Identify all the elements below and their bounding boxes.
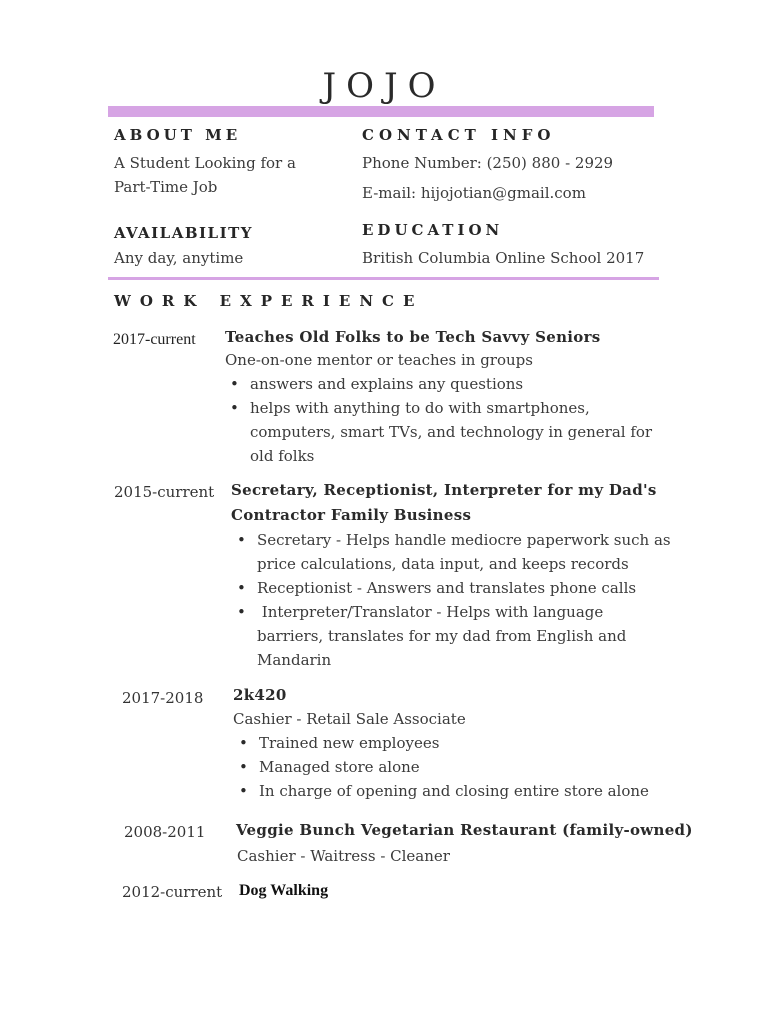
bullet-icon: • — [239, 782, 248, 800]
job-1-title: Teaches Old Folks to be Tech Savvy Seniors — [225, 328, 601, 346]
bullet-icon: • — [237, 579, 246, 597]
list-item — [225, 372, 695, 396]
bullet-icon: • — [239, 734, 248, 752]
contact-email: E-mail: hijojotian@gmail.com — [362, 184, 586, 202]
contact-phone: Phone Number: (250) 880 - 2929 — [362, 154, 614, 172]
contact-info-heading: CONTACT INFO — [362, 126, 556, 144]
job-3-title: 2k420 — [233, 686, 287, 704]
job-5-title: Dog Walking — [239, 882, 329, 899]
job-1-subtitle: One-on-one mentor or teaches in groups — [225, 351, 533, 369]
top-divider-bar — [108, 106, 654, 117]
education-heading: EDUCATION — [362, 221, 504, 239]
job-2-bullet-list — [232, 528, 702, 672]
job-2-title-line-2: Contractor Family Business — [231, 506, 472, 524]
job-2-years: 2015-current — [114, 483, 215, 501]
about-me-line-2: Part-Time Job — [114, 178, 218, 196]
job-3-bullet-list — [234, 731, 704, 803]
bullet-text-line: barriers, translates for my dad from English and — [257, 627, 627, 645]
bullet-icon: • — [237, 603, 246, 621]
education-text: British Columbia Online School 2017 — [362, 249, 645, 267]
middle-divider-bar — [108, 277, 659, 280]
bullet-icon: • — [230, 399, 239, 417]
about-me-heading: ABOUT ME — [114, 126, 242, 144]
bullet-icon: • — [230, 375, 239, 393]
bullet-text-line: In charge of opening and closing entire store alone — [259, 782, 649, 800]
job-2-title-line-1: Secretary, Receptionist, Interpreter for my Dad's — [231, 481, 657, 499]
bullet-text-line: Managed store alone — [259, 758, 420, 776]
job-3-subtitle: Cashier - Retail Sale Associate — [233, 710, 466, 728]
list-item — [232, 528, 702, 576]
resume-name: JOJO — [322, 66, 446, 106]
list-item — [225, 396, 695, 468]
job-5-years: 2012-current — [122, 883, 223, 901]
bullet-icon: • — [239, 758, 248, 776]
job-3-years: 2017-2018 — [122, 689, 204, 707]
job-4-title: Veggie Bunch Vegetarian Restaurant (family-owned) — [236, 821, 693, 839]
bullet-text-line: Mandarin — [257, 651, 332, 669]
about-me-line-1: A Student Looking for a — [114, 154, 296, 172]
bullet-text-line: old folks — [250, 447, 315, 465]
list-item — [234, 779, 704, 803]
list-item — [234, 731, 704, 755]
job-1-bullet-list — [225, 372, 695, 468]
bullet-text-line: Trained new employees — [259, 734, 440, 752]
list-item — [232, 576, 702, 600]
bullet-text-line: Interpreter/Translator - Helps with language — [257, 603, 604, 621]
job-4-years: 2008-2011 — [124, 823, 206, 841]
list-item — [232, 600, 702, 672]
bullet-text-line: Secretary - Helps handle mediocre paperwork such as — [257, 531, 671, 549]
job-1-years: 2017-current — [113, 331, 196, 348]
availability-text: Any day, anytime — [114, 249, 244, 267]
bullet-text-line: computers, smart TVs, and technology in general for — [250, 423, 653, 441]
list-item — [234, 755, 704, 779]
availability-heading: AVAILABILITY — [114, 224, 253, 242]
bullet-icon: • — [237, 531, 246, 549]
bullet-text-line: price calculations, data input, and keeps records — [257, 555, 629, 573]
job-4-subtitle: Cashier - Waitress - Cleaner — [237, 847, 450, 865]
work-experience-heading: WORK EXPERIENCE — [114, 292, 424, 310]
bullet-text-line: answers and explains any questions — [250, 375, 524, 393]
bullet-text-line: helps with anything to do with smartphones, — [250, 399, 590, 417]
bullet-text-line: Receptionist - Answers and translates phone calls — [257, 579, 637, 597]
